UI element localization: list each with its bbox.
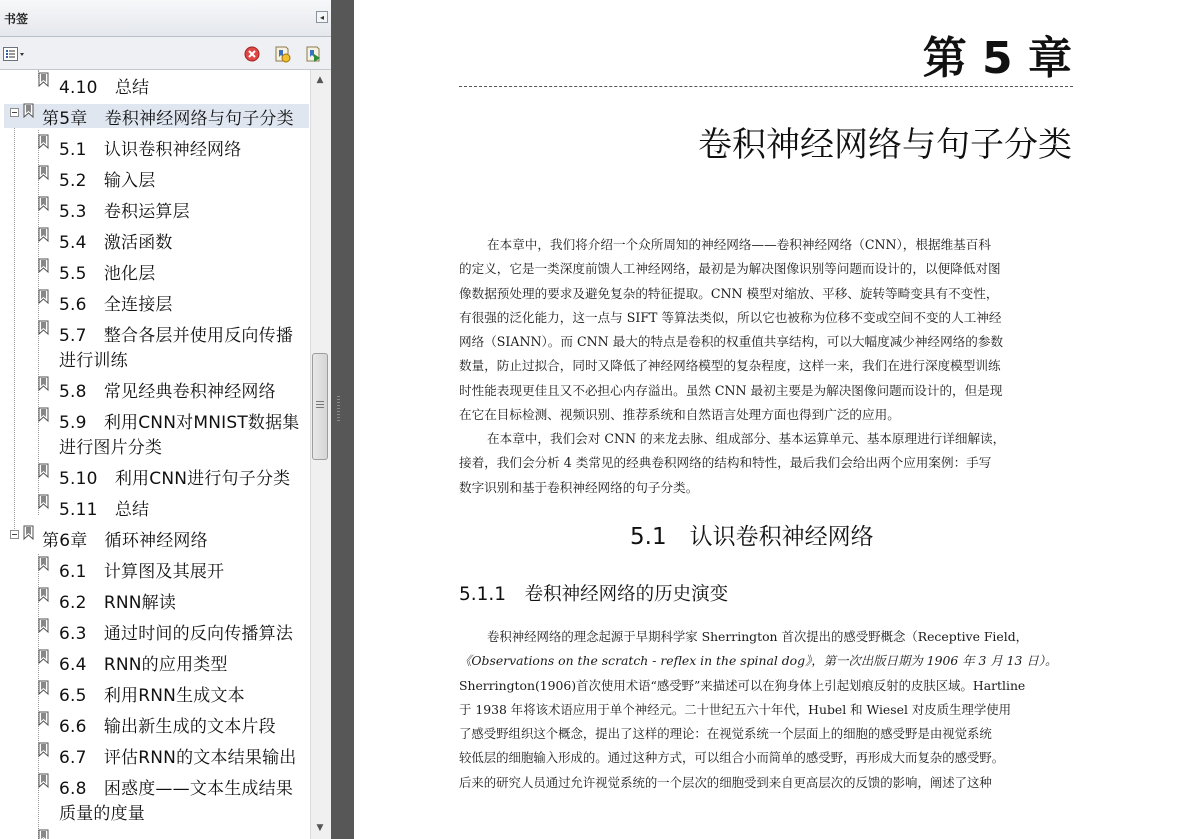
- bookmark-item[interactable]: [4, 743, 309, 767]
- bookmark-icon: [38, 376, 50, 393]
- delete-bookmark-icon[interactable]: [244, 46, 260, 62]
- bookmark-label: 6.2 RNN解读: [59, 593, 177, 613]
- bookmark-icon: [38, 556, 50, 573]
- bookmark-label: 5.2 输入层: [59, 171, 156, 191]
- bookmark-item[interactable]: [4, 377, 309, 401]
- text-line: 网络（SIANN）。而 CNN 最大的特点是卷积的权重值共享结构，可以大幅度减少神经网络的参数: [459, 334, 1004, 350]
- text-line: 在本章中，我们将介绍一个众所周知的神经网络——卷积神经网络（CNN），根据维基百科: [487, 237, 991, 252]
- bookmark-item[interactable]: [4, 259, 309, 283]
- bookmark-item-chapter-6[interactable]: [4, 526, 309, 550]
- text-line: 《Observations on the scratch - reflex in the spinal dog》，第一次出版日期为 1906 年 3 月 13 日）。: [459, 653, 1058, 669]
- text-line: 后来的研究人员通过允许视觉系统的一个层次的细胞受到来自更高层次的反馈的影响，阐述了这种: [459, 774, 992, 790]
- bookmark-item-chapter-5[interactable]: [4, 104, 309, 128]
- bookmark-icon: [38, 258, 50, 275]
- bookmark-label: 5.10 利用CNN进行句子分类: [59, 469, 291, 489]
- text-line: 较低层的细胞输入形成的。通过这种方式，可以组合小而简单的感受野，再形成大而复杂的感受野。: [459, 750, 1005, 766]
- splitter-grip-icon: [337, 396, 340, 422]
- bookmark-icon: [23, 525, 35, 542]
- bookmark-label: 5.9 利用CNN对MNIST数据集: [59, 413, 300, 433]
- bookmarks-titlebar: [0, 0, 331, 37]
- text-line: 接着，我们会分析 4 类常见的经典卷积网络的结构和特性，最后我们会给出两个应用案例：手写: [459, 455, 992, 471]
- bookmark-icon: [38, 587, 50, 604]
- bookmark-icon: [38, 165, 50, 182]
- bookmark-label: 6.8 困惑度——文本生成结果: [59, 779, 294, 799]
- section-title: 5.1 认识卷积神经网络: [630, 524, 874, 550]
- bookmark-item[interactable]: [4, 166, 309, 190]
- bookmark-item[interactable]: [4, 557, 309, 581]
- bookmark-label: 6.3 通过时间的反向传播算法: [59, 624, 294, 644]
- bookmark-label: 6.7 评估RNN的文本结果输出: [59, 748, 297, 768]
- bookmark-item[interactable]: [4, 73, 309, 97]
- bookmark-icon: [38, 829, 50, 839]
- panel-splitter[interactable]: [331, 0, 354, 839]
- collapse-panel-button[interactable]: ◂: [316, 11, 328, 23]
- bookmark-label: 4.10 总结: [59, 78, 150, 98]
- bookmark-label-line2: 进行图片分类: [59, 438, 163, 458]
- bookmark-item[interactable]: [4, 588, 309, 612]
- bookmark-label-line2: 进行训练: [59, 351, 128, 371]
- options-icon[interactable]: [3, 47, 27, 61]
- text-line: 有很强的泛化能力，这一点与 SIFT 等算法类似，所以它也被称为位移不变或空间不变的人工神经: [459, 309, 1002, 325]
- bookmark-label-line2: 质量的度量: [59, 804, 145, 824]
- chapter-divider: [459, 86, 1073, 87]
- expand-bookmark-icon[interactable]: [304, 45, 322, 63]
- body-paragraph-1: [459, 625, 1073, 795]
- bookmark-label: 6.1 计算图及其展开: [59, 562, 225, 582]
- text-line: Sherrington(1906)首次使用术语“感受野”来描述可以在狗身体上引起划痕反射的皮肤区域。Hartline: [459, 677, 1026, 693]
- bookmark-item[interactable]: [4, 197, 309, 221]
- bookmark-item[interactable]: [4, 650, 309, 674]
- bookmark-item[interactable]: [4, 464, 309, 488]
- bookmark-icon: [38, 649, 50, 666]
- text-line: 于 1938 年将该术语应用于单个神经元。二十世纪五六十年代，Hubel 和 Wiesel 对皮质生理学使用: [459, 701, 1011, 717]
- text-line: 数量，防止过拟合，同时又降低了神经网络模型的复杂程度，这样一来，我们在进行深度模型训练: [459, 358, 1001, 374]
- text-line: 在它在目标检测、视频识别、推荐系统和自然语言处理方面也得到广泛的应用。: [459, 407, 900, 423]
- bookmark-icon: [38, 773, 50, 790]
- bookmark-item[interactable]: [4, 774, 309, 824]
- scrollbar-grip-icon: [316, 401, 324, 410]
- bookmark-icon: [38, 463, 50, 480]
- bookmark-item[interactable]: [4, 228, 309, 252]
- text-line: 在本章中，我们会对 CNN 的来龙去脉、组成部分、基本运算单元、基本原理进行详细解读，: [487, 431, 1006, 446]
- bookmark-item[interactable]: [4, 712, 309, 736]
- bookmark-label: 6.6 输出新生成的文本片段: [59, 717, 276, 737]
- bookmark-icon: [38, 227, 50, 244]
- intro-paragraph-2: [459, 427, 1073, 500]
- bookmark-label: 5.8 常见经典卷积神经网络: [59, 382, 276, 402]
- subsection-title: 5.1.1 卷积神经网络的历史演变: [459, 584, 729, 605]
- intro-paragraph-1: [459, 233, 1073, 427]
- bookmark-label: 5.1 认识卷积神经网络: [59, 140, 242, 160]
- chapter-title: 卷积神经网络与句子分类: [698, 125, 1072, 165]
- bookmark-item[interactable]: [4, 408, 309, 458]
- bookmark-item[interactable]: [4, 290, 309, 314]
- bookmark-icon: [38, 134, 50, 151]
- bookmark-icon: [23, 103, 35, 120]
- bookmark-icon: [38, 407, 50, 424]
- bookmarks-title: 书签: [4, 12, 29, 26]
- bookmark-icon: [38, 711, 50, 728]
- bookmark-label: 5.7 整合各层并使用反向传播: [59, 326, 294, 346]
- bookmark-item[interactable]: [4, 495, 309, 519]
- text-line: 数字识别和基于卷积神经网络的句子分类。: [459, 479, 699, 495]
- scroll-up-arrow-icon[interactable]: ▲: [316, 75, 324, 85]
- bookmark-item[interactable]: [4, 135, 309, 159]
- bookmark-icon: [38, 742, 50, 759]
- bookmark-label: 5.5 池化层: [59, 264, 156, 284]
- new-bookmark-icon[interactable]: [273, 45, 291, 63]
- text-line: 像数据预处理的要求及避免复杂的特征提取。CNN 模型对缩放、平移、旋转等畸变具有不变性，: [459, 285, 999, 301]
- scroll-down-arrow-icon[interactable]: ▼: [316, 823, 324, 833]
- text-line: 卷积神经网络的理念起源于早期科学家 Sherrington 首次提出的感受野概念（Receptive Field，: [487, 629, 1029, 644]
- collapse-toggle-icon[interactable]: [10, 108, 19, 117]
- bookmarks-tree: [4, 70, 309, 839]
- bookmark-item[interactable]: [4, 619, 309, 643]
- bookmark-label: 第6章 循环神经网络: [42, 531, 208, 551]
- bookmark-icon: [38, 618, 50, 635]
- chapter-number: 第 5 章: [922, 33, 1072, 84]
- text-line: 时性能表现更佳且又不必担心内存溢出。虽然 CNN 最初主要是为解决图像问题而设计的，但是现: [459, 382, 1003, 398]
- bookmark-icon: [38, 320, 50, 337]
- bookmarks-panel: [0, 0, 331, 839]
- bookmark-item[interactable]: [4, 321, 309, 371]
- bookmark-label: 6.4 RNN的应用类型: [59, 655, 228, 675]
- bookmark-icon: [38, 289, 50, 306]
- bookmark-icon: [38, 72, 50, 89]
- bookmark-item[interactable]: [4, 681, 309, 705]
- bookmark-label: 5.4 激活函数: [59, 233, 173, 253]
- text-line: 了感受野组织这个概念，提出了这样的理论：在视觉系统一个层面上的细胞的感受野是由视觉系统: [459, 726, 992, 742]
- bookmark-label: 第5章 卷积神经网络与句子分类: [42, 109, 294, 129]
- bookmark-icon: [38, 494, 50, 511]
- bookmark-icon: [38, 680, 50, 697]
- bookmark-label: 5.6 全连接层: [59, 295, 173, 315]
- bookmark-label: 5.3 卷积运算层: [59, 202, 190, 222]
- text-line: 的定义，它是一类深度前馈人工神经网络，最初是为解决图像识别等问题而设计的，以便降低对图: [459, 261, 1001, 277]
- bookmark-label: 5.11 总结: [59, 500, 150, 520]
- bookmark-label: 6.5 利用RNN生成文本: [59, 686, 245, 706]
- collapse-toggle-icon[interactable]: [10, 530, 19, 539]
- bookmark-icon: [38, 196, 50, 213]
